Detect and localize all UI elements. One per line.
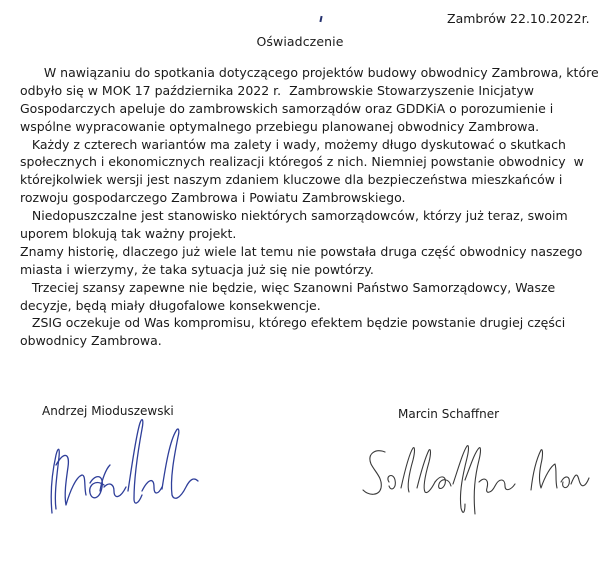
body-line: społecznych i ekonomicznych realizacji któregoś z nich. Niemniej powstanie obwodnicy w bbox=[20, 154, 584, 170]
handwritten-signature-left-icon bbox=[30, 395, 230, 525]
body-line: odbyło się w MOK 17 października 2022 r. Zambrowskie Stowarzyszenie Inicjatyw bbox=[20, 82, 534, 98]
document-title: Oświadczenie bbox=[256, 34, 344, 49]
body-line: Każdy z czterech wariantów ma zalety i wady, możemy długo dyskutować o skutkach bbox=[20, 136, 566, 152]
ink-mark bbox=[319, 16, 322, 22]
body-line: którejkolwiek wersji jest naszym zdaniem kluczowe dla bezpieczeństwa mieszkańców i bbox=[20, 172, 563, 188]
body-line: Gospodarczych apeluje do zambrowskich samorządów oraz GDDKiA o porozumienie i bbox=[20, 100, 554, 116]
body-line: W nawiązaniu do spotkania dotyczącego projektów budowy obwodnicy Zambrowa, które bbox=[20, 65, 599, 80]
body-line: obwodnicy Zambrowa. bbox=[20, 333, 162, 349]
place-and-date: Zambrów 22.10.2022r. bbox=[447, 11, 590, 26]
body-line: ZSIG oczekuje od Was kompromisu, którego efektem będzie powstanie drugiej części bbox=[20, 315, 566, 331]
body-line: miasta i wierzymy, że taka sytuacja już się nie powtórzy. bbox=[20, 261, 374, 277]
body-line: uporem blokują tak ważny projekt. bbox=[20, 226, 237, 242]
handwritten-signature-right-icon bbox=[355, 430, 595, 530]
body-line: Niedopuszczalne jest stanowisko niektórych samorządowców, którzy już teraz, swoim bbox=[20, 208, 568, 224]
body-line: decyzje, będą miały długofalowe konsekwencje. bbox=[20, 297, 321, 313]
signature-left-svg bbox=[30, 395, 230, 525]
body-line: Trzeciej szansy zapewne nie będzie, więc Szanowni Państwo Samorządowcy, Wasze bbox=[20, 279, 556, 295]
body-line: Znamy historię, dlaczego już wiele lat temu nie powstała druga część obwodnicy naszego bbox=[20, 243, 583, 259]
signature-right-svg bbox=[355, 430, 595, 530]
statement-body bbox=[20, 64, 599, 350]
body-line: rozwoju gospodarczego Zambrowa i Powiatu Zambrowskiego. bbox=[20, 190, 406, 206]
body-line: wspólne wypracowanie optymalnego przebiegu planowanej obwodnicy Zambrowa. bbox=[20, 118, 540, 134]
signatory-name-right: Marcin Schaffner bbox=[398, 407, 500, 421]
signatory-name-left: Andrzej Mioduszewski bbox=[42, 404, 174, 418]
